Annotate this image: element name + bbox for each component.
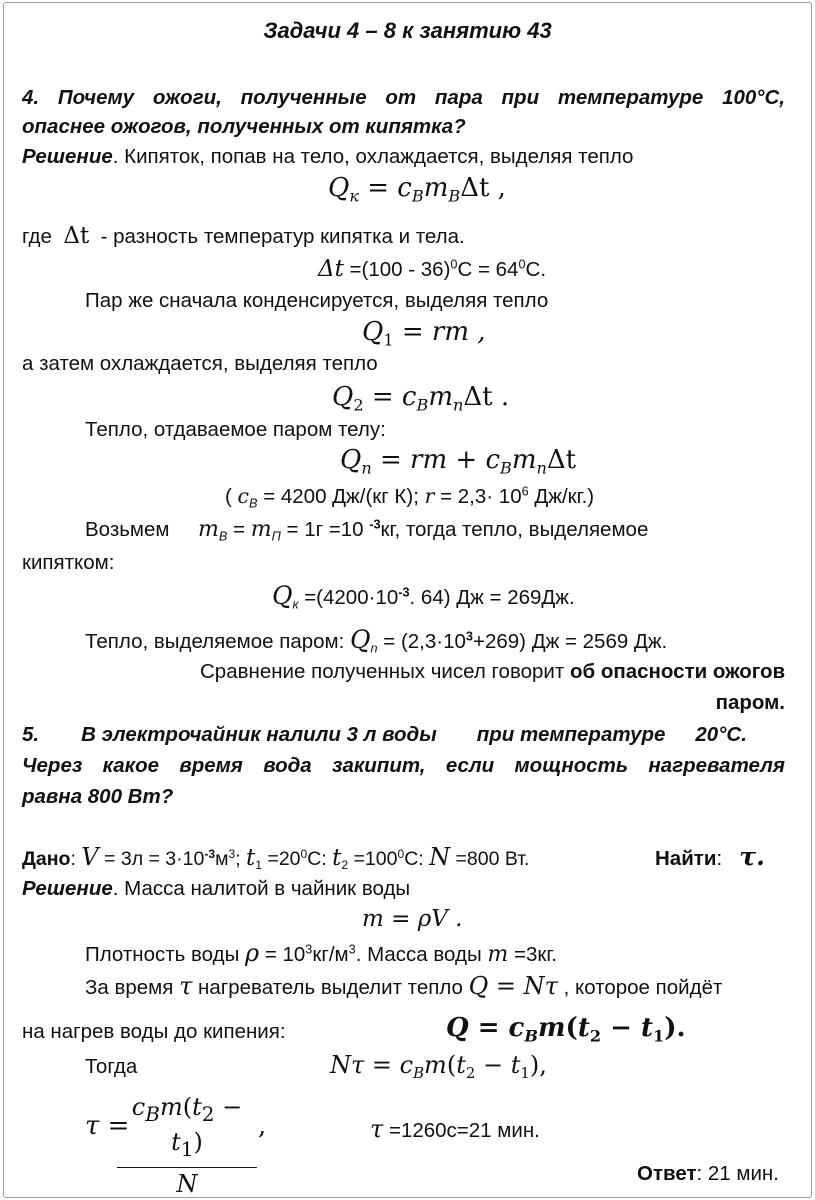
formula-q-heating: $Q = c_Bm(t_2 - t_1)$. bbox=[446, 1013, 686, 1046]
tau-fraction bbox=[117, 1093, 257, 1198]
formula-q2: $Q_2 = c_Bm_n\Delta t$ . bbox=[332, 382, 510, 415]
then-cools-text: а затем охлаждается, выделяя тепло bbox=[22, 352, 378, 375]
time-heat-line: За время τ нагреватель выделит тепло Q = Nτ , которое пойдёт bbox=[85, 972, 723, 1000]
steam-condenses-text: Пар же сначала конденсируется, выделяя тепло bbox=[85, 289, 549, 312]
formula-q1: $Q_1$ = rm , bbox=[362, 317, 486, 350]
fraction-bar bbox=[117, 1167, 257, 1168]
answer-line: Ответ: 21 мин. bbox=[637, 1162, 779, 1185]
fraction-comma: , bbox=[258, 1111, 267, 1141]
heat-given-text: Тепло, отдаваемое паром телу: bbox=[85, 418, 386, 441]
problem-4-solution-line bbox=[22, 145, 633, 169]
problem-5-question-line-3: равна 800 Вт? bbox=[22, 785, 174, 808]
compare-line-1: Сравнение полученных чисел говорит об опасности ожогов bbox=[200, 660, 786, 683]
tau-fraction-denominator: N bbox=[176, 1169, 198, 1198]
density-line: Плотность воды $\rho = 10^3кг/м^3$. Масса воды m =3кг. bbox=[85, 939, 557, 967]
formula-q-kipyatok: $Q_к = c_Bm_B\Delta t$ , bbox=[328, 173, 506, 206]
problem-5-question-line-2: Через какое время вода закипит, если мощность нагревателя bbox=[22, 754, 785, 777]
take-masses-line-2: кипятком: bbox=[22, 551, 115, 574]
compare-line-2: паром. bbox=[715, 691, 785, 714]
then-text: Тогда bbox=[85, 1055, 138, 1078]
formula-qn: $Q_n$ = rm + $c_Bm_n\Delta t$ bbox=[340, 445, 577, 478]
tau-result: τ =1260с=21 мин. bbox=[370, 1115, 540, 1143]
solution-intro: . Кипяток, попав на тело, охлаждается, выделяя тепло bbox=[112, 145, 634, 168]
tau-equals: τ = bbox=[85, 1111, 130, 1141]
tau-fraction-numerator: $c_Bm(t_2 - t_1)$ bbox=[131, 1093, 243, 1161]
find-line: Найти: τ. bbox=[655, 842, 765, 871]
dt-calculation: $\Delta t =(100 - 36)^0С = 64^0С$. bbox=[318, 256, 547, 282]
where-line: где Δt - разность температур кипятка и тела. bbox=[22, 223, 465, 249]
take-masses-line: Возьмем $m_B = m_П = 1г =10$ $^{-3}$кг, тогда тепло, выделяемое bbox=[85, 516, 649, 544]
page-title: Задачи 4 – 8 к занятию 43 bbox=[263, 18, 552, 43]
formula-qk-value: $Q_к =(4200\cdot 10^{-3}$. 64) Дж = 269Дж. bbox=[272, 581, 575, 612]
problem-4-question-line-2: опаснее ожогов, полученных от кипятка? bbox=[22, 115, 466, 138]
formula-mass: m = ρV . bbox=[362, 906, 463, 932]
problem-5-question-line-1: 5. В электрочайник налили 3 л воды при температуре 20°С. bbox=[22, 723, 747, 746]
problem-5-solution-line: Решение. Масса налитой в чайник воды bbox=[22, 877, 411, 900]
steam-heat-line: Тепло, выделяемое паром: $Q_n = (2,3\cdot 10^3+269)$ Дж = 2569 Дж. bbox=[85, 625, 668, 656]
heating-to-boil-text: на нагрев воды до кипения: bbox=[22, 1020, 286, 1043]
solution-label-5: Решение bbox=[22, 877, 113, 900]
given-line: Дано: $V = 3л = 3\cdot 10^{-3}м^3$; $t_1 =20^0С$: $t_2 =100^0С$: N =800 Вт. bbox=[22, 843, 530, 873]
problem-4-question-line-1: 4. Почему ожоги, полученные от пара при температуре 100°С, bbox=[22, 86, 785, 109]
constants-line: ( $c_B = 4200$ Дж/(кг К); $r = 2,3\cdot 10^6$ Дж/кг.) bbox=[225, 483, 595, 511]
solution-label: Решение bbox=[22, 145, 113, 168]
formula-n-tau: $N\tau = c_Bm(t_2 - t_1)$, bbox=[330, 1051, 547, 1083]
